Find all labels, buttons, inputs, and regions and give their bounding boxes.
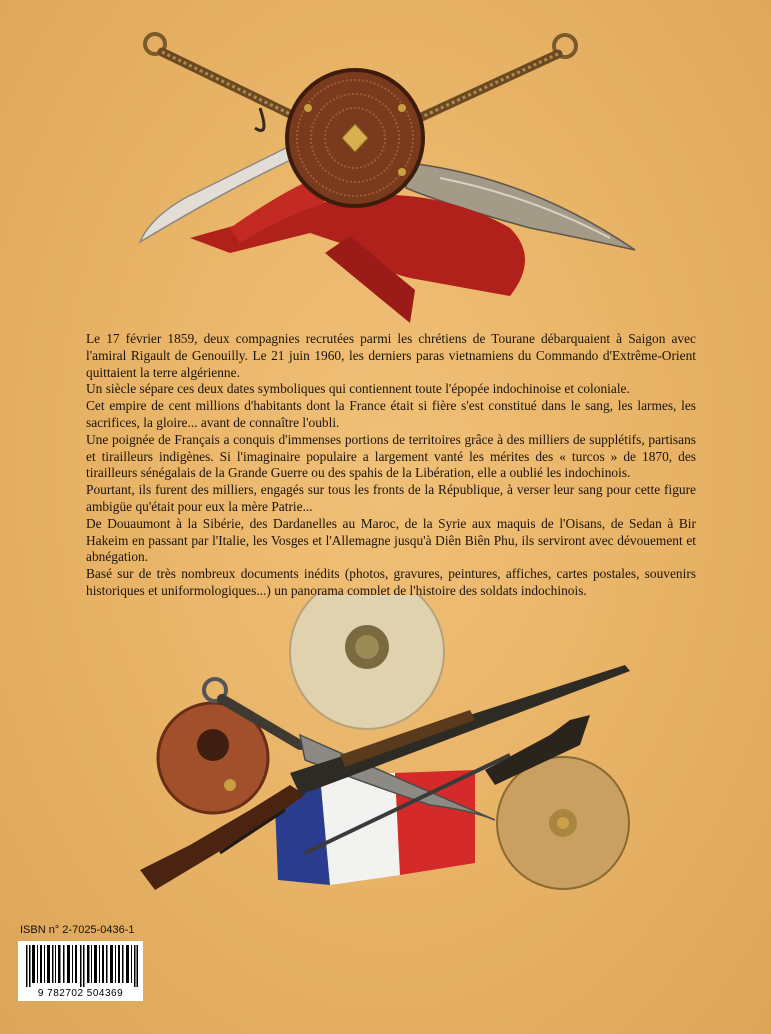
conical-hat-top bbox=[290, 595, 444, 729]
isbn-label: ISBN n° 2-7025-0436-1 bbox=[20, 924, 135, 936]
crossed-swords-shield-photo bbox=[110, 28, 650, 328]
paragraph: De Douaumont à la Sibérie, des Dardanelles au Maroc, de la Syrie aux maquis de l'Oisans, de Sedan à Bir Hakeim en passant par l'Italie, les Vosges et l'Allemagne jusqu'à Diên Biên Phu, ils serviront avec dévouement et abnégation. bbox=[86, 515, 696, 565]
paragraph: Pourtant, ils furent des milliers, engagés sur tous les fronts de la République, à verser leur sang pour cette figure ambigüe qu'était pour eux la mère Patrie... bbox=[86, 482, 696, 514]
hats-rifle-flag-photo bbox=[130, 595, 650, 900]
paragraph: Une poignée de Français a conquis d'immenses portions de territoires grâce à des milliers de supplétifs, partisans et tirailleurs indigènes. Si l'imaginaire populaire a largement vanté les mérites des « turcos » de 1870, des tirailleurs sénégalais de la Grande Guerre ou des spahis de la Libération, elle a oublié les indochinois. bbox=[86, 431, 696, 481]
woven-shield bbox=[287, 70, 423, 206]
cover-text bbox=[86, 331, 696, 600]
barcode bbox=[18, 941, 143, 1001]
paragraph: Cet empire de cent millions d'habitants dont la France était si fière s'est constitué dans le sang, les larmes, les sacrifices, la gloire... avant de connaître l'oubli. bbox=[86, 398, 696, 430]
conical-hat-right bbox=[497, 757, 629, 889]
paragraph: Basé sur de très nombreux documents inédits (photos, gravures, peintures, affiches, cartes postales, souvenirs historiques et uniformologiques...) un panorama complet de l'histoire des soldats indochinois. bbox=[86, 566, 696, 598]
barcode-bars bbox=[26, 945, 138, 987]
paragraph: Le 17 février 1859, deux compagnies recrutées parmi les chrétiens de Tourane débarquaient à Saigon avec l'amiral Rigault de Genouilly. Le 21 juin 1960, les derniers paras vietnamiens du Commando d'Extrême-Orient quittaient la terre algérienne. bbox=[86, 331, 696, 380]
barcode-digits: 9 782702 504369 bbox=[37, 988, 124, 999]
paragraph: Un siècle sépare ces deux dates symboliques qui contiennent toute l'épopée indochinoise et coloniale. bbox=[86, 381, 630, 397]
